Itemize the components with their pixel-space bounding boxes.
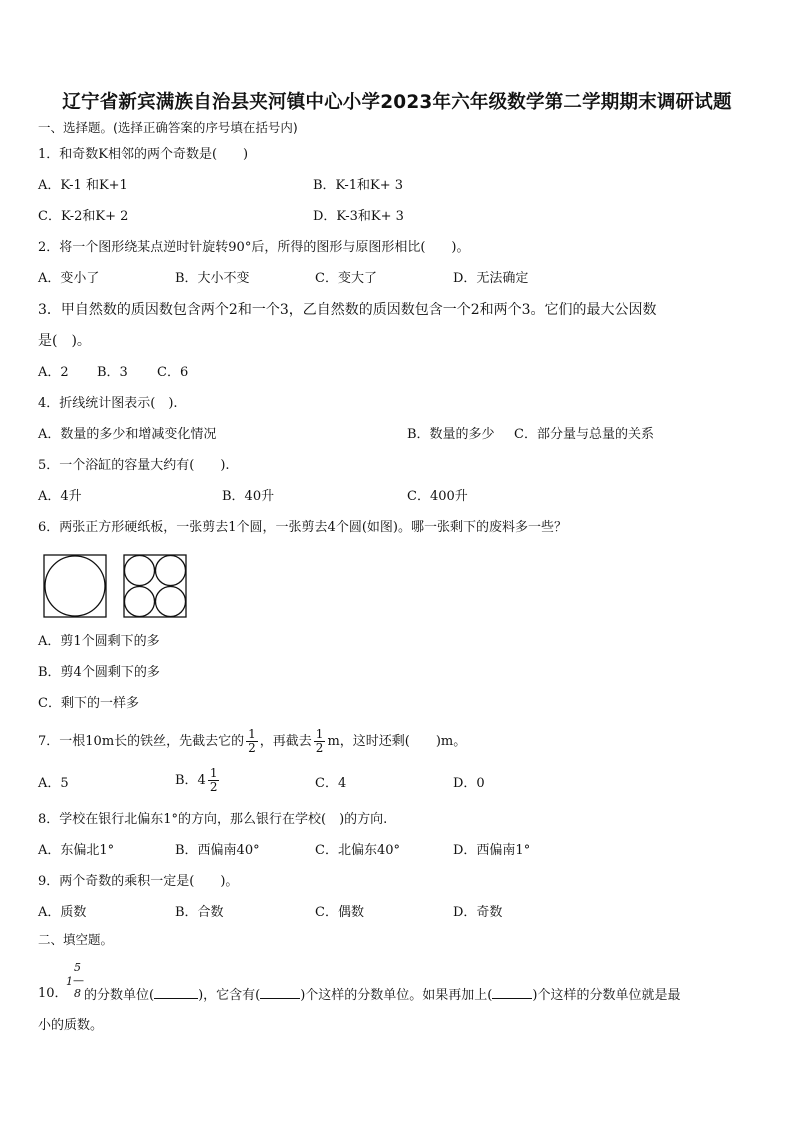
q8-option-c[interactable]: C．北偏东40° [315, 843, 400, 858]
q1-option-b[interactable]: B．K-1和K+ 3 [313, 178, 403, 193]
fraction-numerator: 1 [315, 727, 324, 741]
q10-number: 10． [38, 986, 68, 1001]
q1-stem: 1．和奇数K相邻的两个奇数是( ) [38, 147, 249, 162]
q7-stem-part2: ，再截去 [259, 734, 312, 749]
q10-blank-add[interactable] [492, 986, 532, 999]
q10-part2: )，它含有( [198, 988, 261, 1003]
q3-option-b[interactable]: B．3 [97, 365, 128, 380]
q8-option-d[interactable]: D．西偏南1° [453, 843, 531, 858]
q9-option-d[interactable]: D．奇数 [453, 905, 503, 920]
q9-option-b[interactable]: B．合数 [175, 905, 224, 920]
q1-option-d[interactable]: D．K-3和K+ 3 [313, 209, 404, 224]
q9-stem: 9．两个奇数的乘积一定是( )。 [38, 874, 239, 889]
q8-option-a[interactable]: A．东偏北1° [38, 843, 115, 858]
small-circle [125, 556, 155, 586]
q6-stem: 6．两张正方形硬纸板，一张剪去1个圆，一张剪去4个圆(如图)。哪一张剩下的废料多一些？ [38, 520, 567, 535]
q4-option-b[interactable]: B．数量的多少 [407, 427, 495, 442]
q10-part4: )个这样的分数单位就是最 [532, 988, 681, 1003]
q1-option-c[interactable]: C．K-2和K+ 2 [38, 209, 129, 224]
q9-option-c[interactable]: C．偶数 [315, 905, 364, 920]
q7-option-c[interactable]: C．4 [315, 776, 347, 791]
q8-stem: 8．学校在银行北偏东1°的方向，那么银行在学校( )的方向. [38, 812, 388, 827]
fraction-denominator: 2 [315, 741, 324, 755]
q10-blank-count[interactable] [260, 986, 300, 999]
fraction-numerator: 1 [209, 766, 218, 780]
q7-fraction-1 [246, 728, 258, 755]
q5-stem: 5．一个浴缸的容量大约有( ). [38, 458, 230, 473]
page-title: 辽宁省新宾满族自治县夹河镇中心小学2023年六年级数学第二学期期末调研试题 [62, 92, 732, 113]
q6-option-b[interactable]: B．剪4个圆剩下的多 [38, 665, 160, 680]
q6-figure [42, 553, 190, 619]
q10-whole: 1 [66, 975, 73, 988]
small-circle [156, 556, 186, 586]
fraction-denominator: 2 [209, 780, 218, 794]
q7-option-d[interactable]: D．0 [453, 776, 485, 791]
fraction-denominator: 2 [248, 741, 256, 755]
q4-stem: 4．折线统计图表示( ). [38, 396, 178, 411]
small-circle [125, 587, 155, 617]
q7-option-a[interactable]: A．5 [38, 776, 69, 791]
q4-option-a[interactable]: A．数量的多少和增减变化情况 [38, 427, 217, 442]
q10-blank-unit[interactable] [154, 986, 198, 999]
q5-option-b[interactable]: B．40升 [222, 489, 275, 504]
q2-option-d[interactable]: D．无法确定 [453, 271, 529, 286]
q2-option-c[interactable]: C．变大了 [315, 271, 377, 286]
section-fill-heading: 二、填空题。 [38, 932, 114, 947]
q10-part3: )个这样的分数单位。如果再加上( [300, 988, 493, 1003]
q7-stem [38, 727, 466, 757]
q6-option-a[interactable]: A．剪1个圆剩下的多 [38, 634, 160, 649]
q10-numerator: 5 [74, 961, 81, 974]
q3-option-a[interactable]: A．2 [38, 365, 69, 380]
q7-stem-part1: 7．一根10m长的铁丝，先截去它的 [38, 734, 245, 749]
q10-fraction-bar: — [73, 974, 84, 987]
q1-option-a[interactable]: A．K-1 和K+1 [38, 178, 128, 193]
section-choice-heading: 一、选择题。(选择正确答案的序号填在括号内) [38, 120, 298, 135]
q8-option-b[interactable]: B．西偏南40° [175, 843, 260, 858]
q3-stem-line1: 3．甲自然数的质因数包含两个2和一个3，乙自然数的质因数包含一个2和两个3。它们的最大公因数 [38, 302, 657, 318]
q7-option-b[interactable] [175, 766, 221, 796]
q10-denominator: 8 [74, 987, 81, 1000]
q7-option-b-whole: B．4 [175, 773, 206, 788]
q10-stem-line2: 小的质数。 [38, 1018, 104, 1033]
square-four-circles [124, 555, 186, 617]
q10-stem-line1 [84, 986, 680, 1004]
q5-option-a[interactable]: A．4升 [38, 489, 82, 504]
square-one-circle [44, 555, 106, 617]
small-circle [156, 587, 186, 617]
q2-option-a[interactable]: A．变小了 [38, 271, 100, 286]
q3-stem-line2: 是( )。 [38, 333, 91, 349]
fraction-numerator: 1 [248, 727, 256, 741]
q2-stem: 2．将一个图形绕某点逆时针旋转90°后，所得的图形与原图形相比( )。 [38, 240, 470, 255]
large-circle [45, 556, 105, 616]
q6-option-c[interactable]: C．剩下的一样多 [38, 696, 139, 711]
q2-option-b[interactable]: B．大小不变 [175, 271, 250, 286]
q7-stem-part3: m，这时还剩( )m。 [327, 734, 467, 749]
q7-option-b-fraction [208, 767, 220, 794]
q7-fraction-2 [314, 728, 326, 755]
q5-option-c[interactable]: C．400升 [407, 489, 468, 504]
q3-option-c[interactable]: C．6 [157, 365, 189, 380]
q4-option-c[interactable]: C．部分量与总量的关系 [514, 427, 654, 442]
q10-part1: 的分数单位( [84, 988, 155, 1003]
q9-option-a[interactable]: A．质数 [38, 905, 87, 920]
